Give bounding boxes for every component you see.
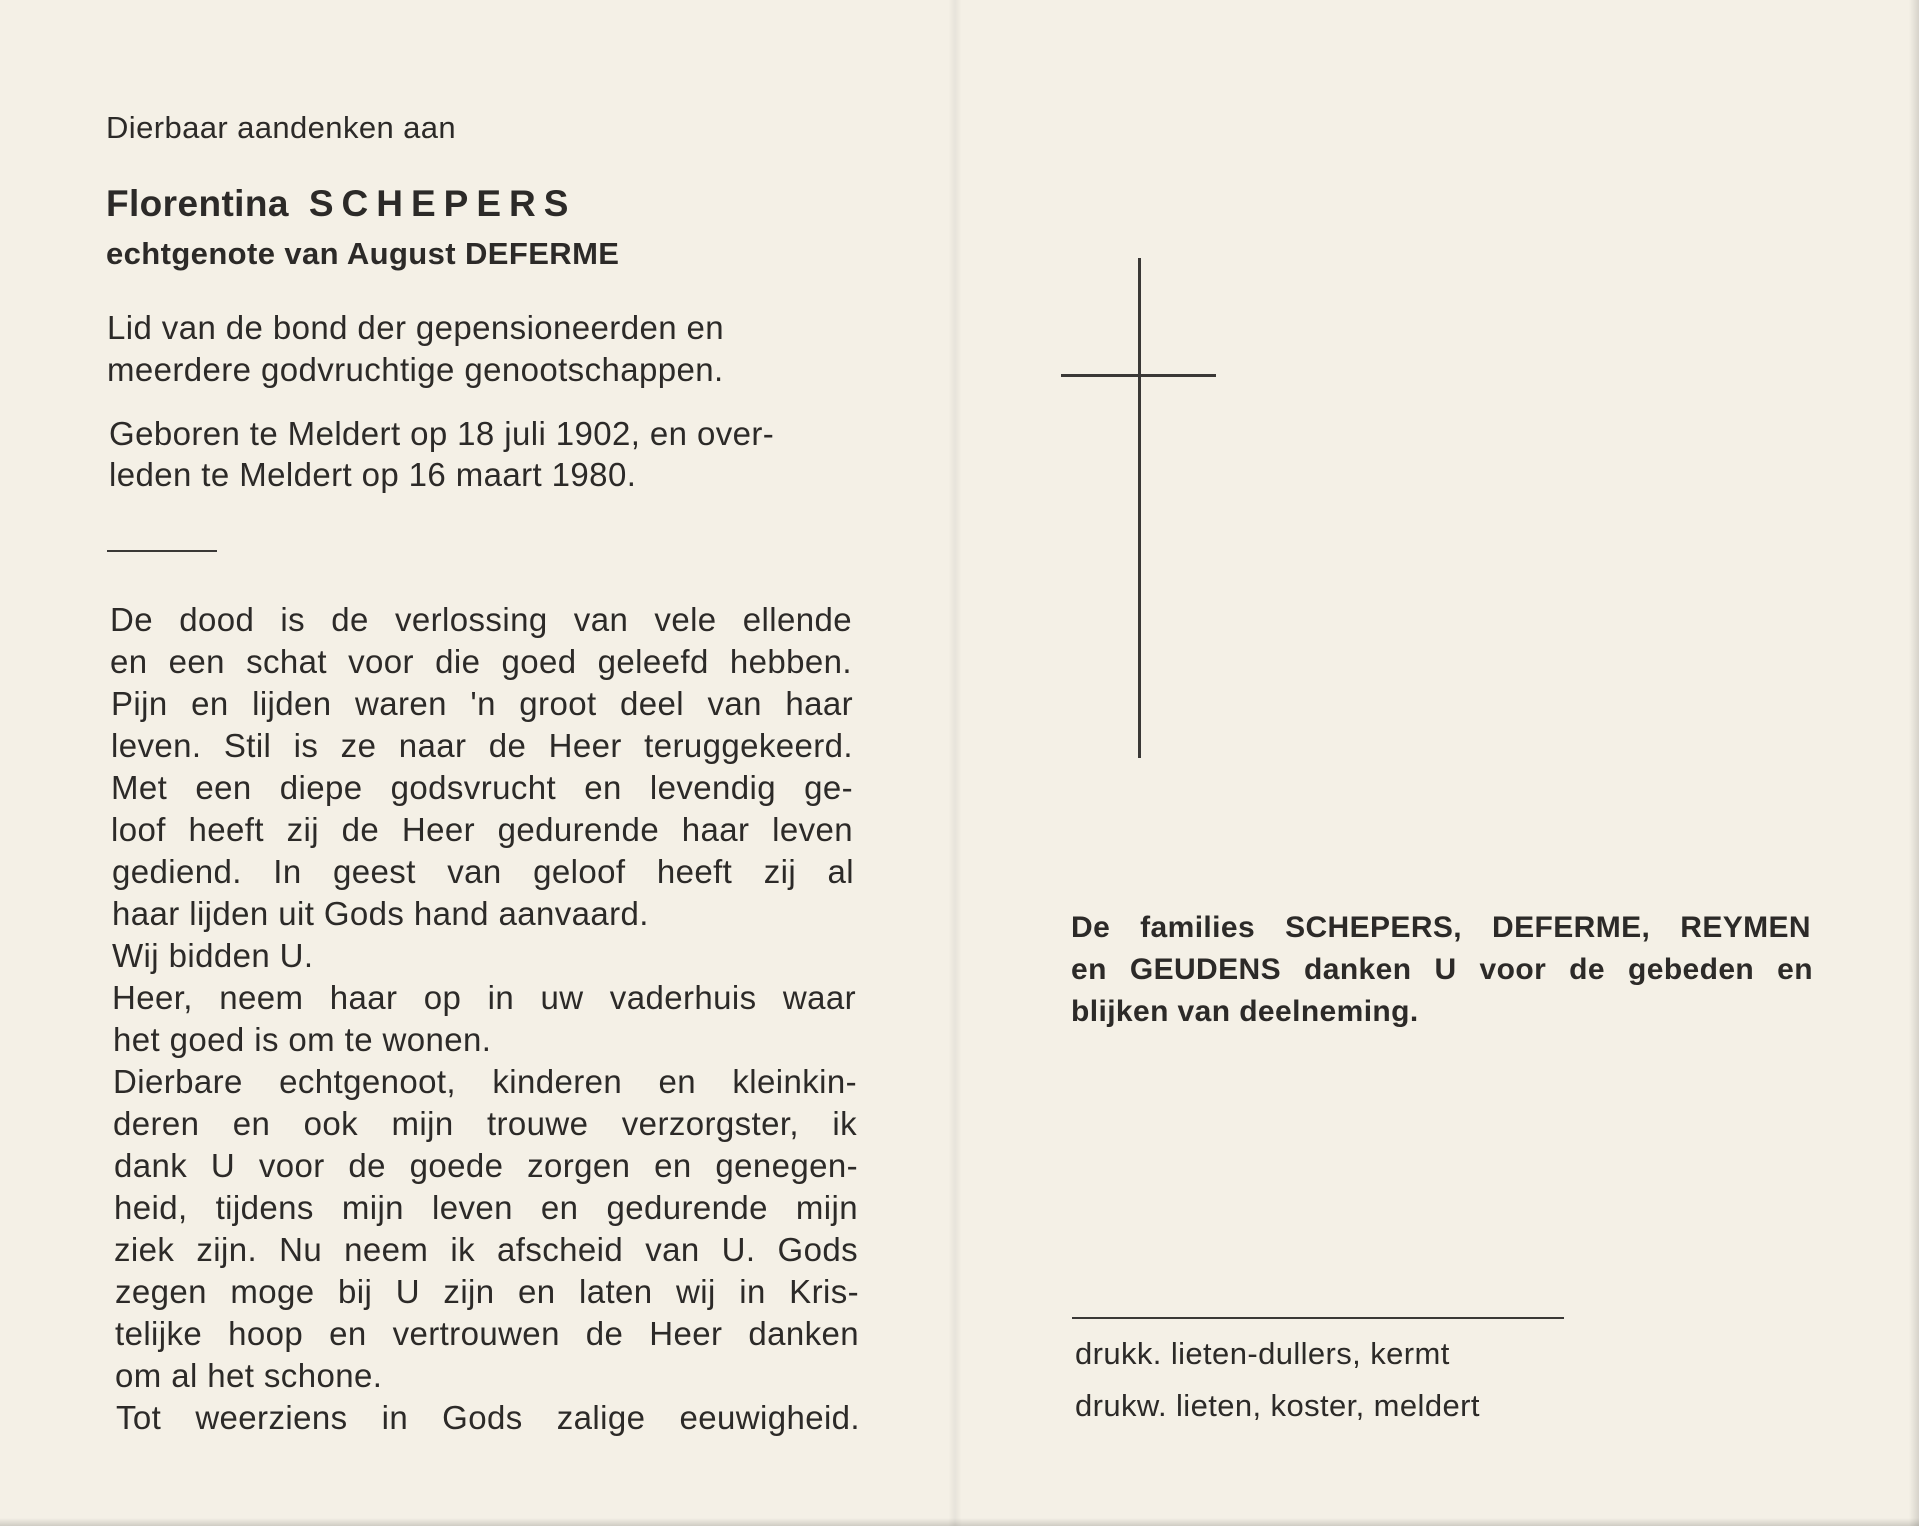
dates-line-1: Geboren te Meldert op 18 juli 1902, en over- xyxy=(109,415,775,452)
text-line: heid, tijdens mijn leven en gedurende mijn xyxy=(114,1189,858,1226)
card-bottom-shadow xyxy=(0,1518,1919,1526)
printer-line-1: drukk. lieten-dullers, kermt xyxy=(1075,1336,1450,1371)
card-fold xyxy=(948,0,962,1526)
text-line: en een schat voor die goed geleefd hebben. xyxy=(110,643,852,680)
text-line: telijke hoop en vertrouwen de Heer danken xyxy=(115,1315,859,1352)
first-name: Florentina xyxy=(106,183,289,224)
text-line: Tot weerziens in Gods zalige eeuwigheid. xyxy=(116,1399,860,1436)
cross-vertical xyxy=(1138,258,1141,758)
membership-line-1: Lid van de bond der gepensioneerden en xyxy=(107,309,725,346)
printer-divider xyxy=(1072,1317,1564,1319)
deceased-name xyxy=(106,184,576,224)
text-line: haar lijden uit Gods hand aanvaard. xyxy=(112,895,649,932)
text-line: Wij bidden U. xyxy=(112,937,314,974)
thanks-line: De families SCHEPERS, DEFERME, REYMEN xyxy=(1071,911,1811,944)
membership-line-2: meerdere godvruchtige genootschappen. xyxy=(107,351,724,388)
text-line: deren en ook mijn trouwe verzorgster, ik xyxy=(113,1105,857,1142)
spouse-line: echtgenote van August DEFERME xyxy=(106,236,620,271)
text-line: leven. Stil is ze naar de Heer teruggekeerd. xyxy=(111,727,853,764)
text-line: Heer, neem haar op in uw vaderhuis waar xyxy=(112,979,856,1016)
surname: SCHEPERS xyxy=(308,183,577,224)
text-line: om al het schone. xyxy=(115,1357,383,1394)
text-line: Met een diepe godsvrucht en levendig ge- xyxy=(111,769,853,806)
text-line: dank U voor de goede zorgen en genegen- xyxy=(114,1147,858,1184)
text-line: De dood is de verlossing van vele ellende xyxy=(110,601,852,638)
left-divider xyxy=(107,550,217,552)
thanks-line: en GEUDENS danken U voor de gebeden en xyxy=(1071,953,1813,986)
intro-text: Dierbaar aandenken aan xyxy=(106,110,457,145)
text-line: het goed is om te wonen. xyxy=(113,1021,492,1058)
dates-line-2: leden te Meldert op 16 maart 1980. xyxy=(109,456,637,493)
card-edge-shadow xyxy=(1909,0,1919,1526)
text-line: Pijn en lijden waren 'n groot deel van haar xyxy=(111,685,853,722)
text-line: Dierbare echtgenoot, kinderen en kleinkin- xyxy=(113,1063,857,1100)
text-line: zegen moge bij U zijn en laten wij in Kris- xyxy=(115,1273,859,1310)
text-line: ziek zijn. Nu neem ik afscheid van U. Gods xyxy=(114,1231,858,1268)
printer-line-2: drukw. lieten, koster, meldert xyxy=(1075,1388,1480,1423)
text-line: loof heeft zij de Heer gedurende haar leven xyxy=(111,811,853,848)
cross-horizontal xyxy=(1061,374,1216,377)
text-line: gediend. In geest van geloof heeft zij al xyxy=(112,853,854,890)
thanks-line: blijken van deelneming. xyxy=(1071,995,1419,1028)
